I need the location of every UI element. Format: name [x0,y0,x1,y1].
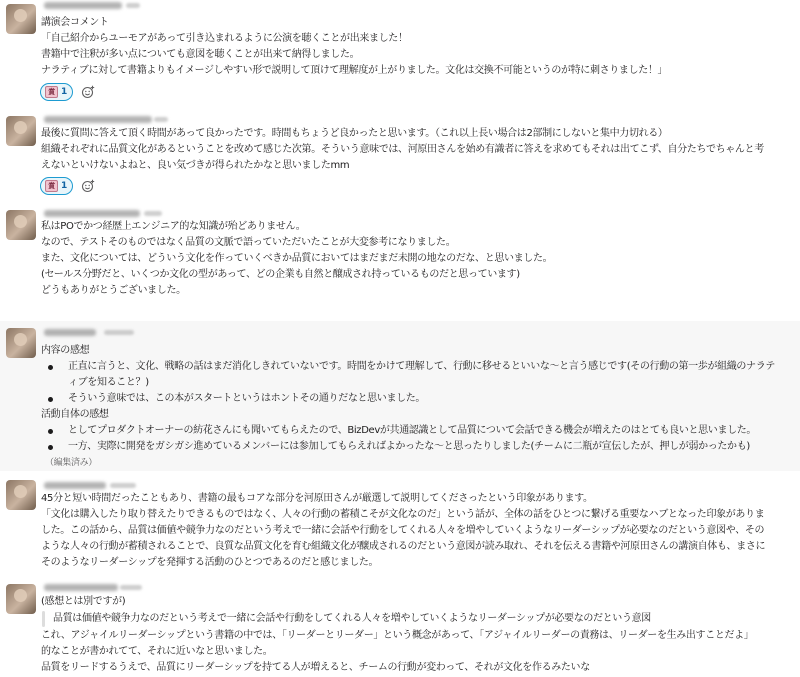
message-line: 45分と短い時間だったこともあり、書籍の最もコアな部分を河原田さんが厳選して説明してくださったという印象があります。 [41,493,593,504]
bullet-dot [48,365,53,370]
timestamp-redacted [144,211,162,216]
message-1 [0,0,800,104]
edited-label: （編集済み） [45,458,97,468]
message-line: なので、テストそのものではなく品質の文脈で語っていただいたことが大変参考になりました。 [41,237,456,248]
award-emoji-icon: 賞 [45,86,58,98]
timestamp-redacted [154,117,168,122]
award-emoji-icon: 賞 [45,180,58,192]
bullet-text: としてプロダクトオーナーの紡花さんにも聞いてもらえたので、BizDevが共通認識として品質について会話できる機会が増えたのはとても良いと思いました。 [68,425,757,436]
quote-block [41,610,800,628]
message-body [41,491,800,571]
message-line: 「自己紹介からユーモアがあって引き込まれるように公演を聴くことが出来ました！ [41,33,408,44]
sender-name-redacted [44,210,140,217]
reaction-count: 1 [61,181,67,191]
avatar[interactable] [6,328,36,358]
bullet-dot [48,429,53,434]
bullet-item [41,439,800,455]
message-line: えないといけないよねと、良い気づきが得られたかなと思いましたmm [41,160,350,171]
bullet-text: 一方、実際に開発をガシガシ進めているメンバーには参加してもらえればよかったな〜と思ったりしました(チームに二瓶が宣伝したが、押しが弱かったかも) [68,441,750,452]
message-line: 的なことが書かれてて、それに近いなと思いました。 [41,646,273,657]
sender-name-redacted [44,482,106,489]
timestamp-redacted [110,483,136,488]
bullet-dot [48,445,53,450]
section-heading: 活動自体の感想 [41,409,109,420]
sender-name-redacted [44,116,152,123]
message-line: どうもありがとうございました。 [41,285,186,296]
message-4 [0,321,800,471]
message-body [41,126,800,174]
message-body [41,15,800,79]
message-line: 最後に質問に答えて頂く時間があって良かったです。時間もちょうど良かったと思います。（これ以上長い場合は2部制にしないと集中力切れる） [41,128,668,139]
message-line: (セールス分野だと、いくつか文化の型があって、どの企業も自然と醸成され持っているものだと思っています) [41,269,520,280]
message-6 [0,578,800,677]
bullet-text: そういう意味では、この本がスタートというはホントその通りだなと思いました。 [68,393,426,404]
message-line: ナラティブに対して書籍よりもイメージしやすい形で説明して頂けて理解度が上がりました。文化は交換不可能というのが特に刺さりました！」 [41,65,668,76]
reaction-pill[interactable] [40,177,73,195]
reaction-bar [40,176,97,196]
message-line: 書籍中で注釈が多い点についても意図を聴くことが出来て納得しました。 [41,49,360,60]
sender-name-redacted [44,584,118,591]
bullet-dot [48,397,53,402]
section-heading: 内容の感想 [41,345,90,356]
timestamp-redacted [126,3,140,8]
timestamp-redacted [104,330,134,335]
avatar[interactable] [6,116,36,146]
message-line: 品質をリードするうえで、品質にリーダーシップを持てる人が増えると、チームの行動が変わって、それが文化を作るみたいな [41,662,590,673]
message-body [41,343,800,471]
message-2 [0,108,800,205]
reaction-bar [40,82,97,102]
bullet-item [41,359,800,375]
reaction-pill[interactable] [40,83,73,101]
message-line: (感想とは別ですが) [41,596,126,607]
quote-text: 品質は価値や競争力なのだという考えで一緒に会話や行動をしてくれる人々を増やしていくようなリーダーシップが必要なのだという意図 [53,613,651,624]
bullet-item [41,423,800,439]
timestamp-redacted [120,585,142,590]
add-reaction-icon[interactable] [79,177,97,195]
add-reaction-icon[interactable] [79,83,97,101]
bullet-text: 正直に言うと、文化、戦略の話はまだ消化しきれていないです。時間をかけて理解して、行動に移せるといいな〜と言う感じです(その行動の第一歩が組織のナラテ [68,361,776,372]
avatar[interactable] [6,210,36,240]
message-line: そのようなリーダーシップを発揮する活動のひとつであるのだと感じました。 [41,557,379,568]
message-body [41,594,800,676]
message-line: また、文化については、どういう文化を作っていくべきか品質においてはまだまだ未開の地なのだな、と思いました。 [41,253,553,264]
sender-name-redacted [44,329,96,336]
bullet-item [41,391,800,407]
message-line: これ、アジャイルリーダーシップという書籍の中では、「リーダーとリーダー」という概念があって、「アジャイルリーダーの責務は、リーダーを生み出すことだよ」 [41,630,754,641]
message-body [41,219,800,299]
message-line: 講演会コメント [41,17,109,28]
message-line: 私はPOでかつ経歴上エンジニア的な知識が殆どありません。 [41,221,306,232]
avatar[interactable] [6,584,36,614]
reaction-count: 1 [61,87,67,97]
sender-name-redacted [44,2,122,9]
message-line: 「文化は購入したり取り替えたりできるものではなく、人々の行動の蓄積こそが文化なのだ」という話が、全体の話をひとつに繋げる重要なハブとなった印象がありま [41,509,765,520]
bullet-continuation: ィブを知ること？) [68,377,149,388]
message-line: ような人々の行動が蓄積されることで、良質な品質文化を育む組織文化が醸成されるのだという意図が読み取れ、それを伝える書籍や河原田さんの講演自体も、まさに [41,541,766,552]
avatar[interactable] [6,480,36,510]
message-5 [0,477,800,574]
avatar[interactable] [6,4,36,34]
message-3 [0,205,800,321]
message-line: した。この話から、品質は価値や競争力なのだという考えで一緒に会話や行動をしてくれる人々を増やしていくようなリーダーシップが必要なのだという意図や、その [41,525,765,536]
message-line: 組織それぞれに品質文化があるということを改めて感じた次第。そういう意味では、河原田さんを始め有識者に答えを求めてもそれは出てこず、自分たちでちゃんと考 [41,144,764,155]
